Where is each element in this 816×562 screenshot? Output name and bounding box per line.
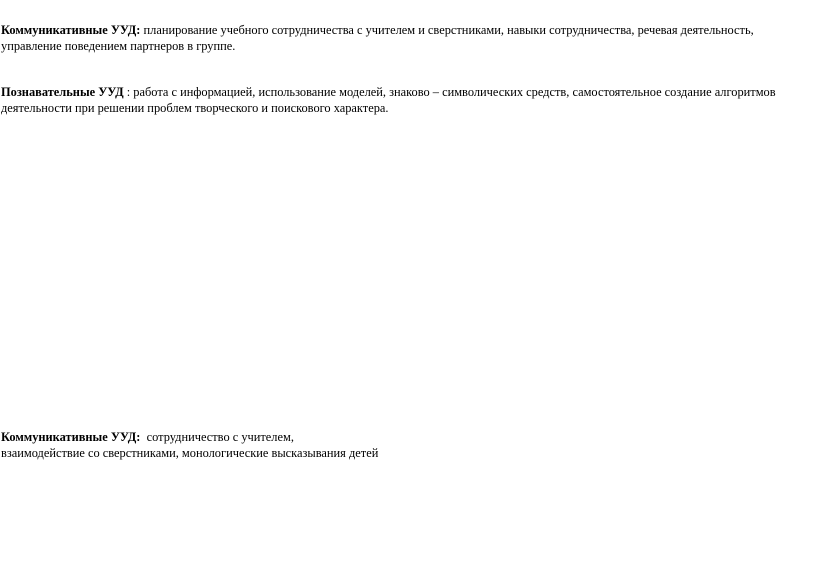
paragraph-text: взаимодействие со сверстниками, монологические высказывания детей xyxy=(1,446,379,460)
paragraph-heading: Коммуникативные УУД: xyxy=(1,430,141,444)
paragraph-heading: Познавательные УУД xyxy=(1,85,124,99)
paragraph-heading: Коммуникативные УУД: xyxy=(1,23,141,37)
paragraph-text: управление поведением партнеров в группе. xyxy=(1,39,236,53)
paragraph-line xyxy=(1,84,791,100)
paragraph-line xyxy=(1,429,791,445)
communicative-uud-paragraph xyxy=(1,22,791,54)
communicative-uud-paragraph-2 xyxy=(1,429,791,461)
paragraph-line xyxy=(1,22,791,38)
paragraph-text: планирование учебного сотрудничества с учителем и сверстниками, навыки сотрудничества, речевая деятельность, xyxy=(140,23,754,37)
paragraph-text: сотрудничество с учителем, xyxy=(140,430,294,444)
cognitive-uud-paragraph xyxy=(1,84,791,116)
paragraph-text: деятельности при решении проблем творческого и поискового характера. xyxy=(1,101,389,115)
paragraph-text: : работа с информацией, использование моделей, знаково – символических средств, самостоятельное создание алгоритмов xyxy=(123,85,776,99)
